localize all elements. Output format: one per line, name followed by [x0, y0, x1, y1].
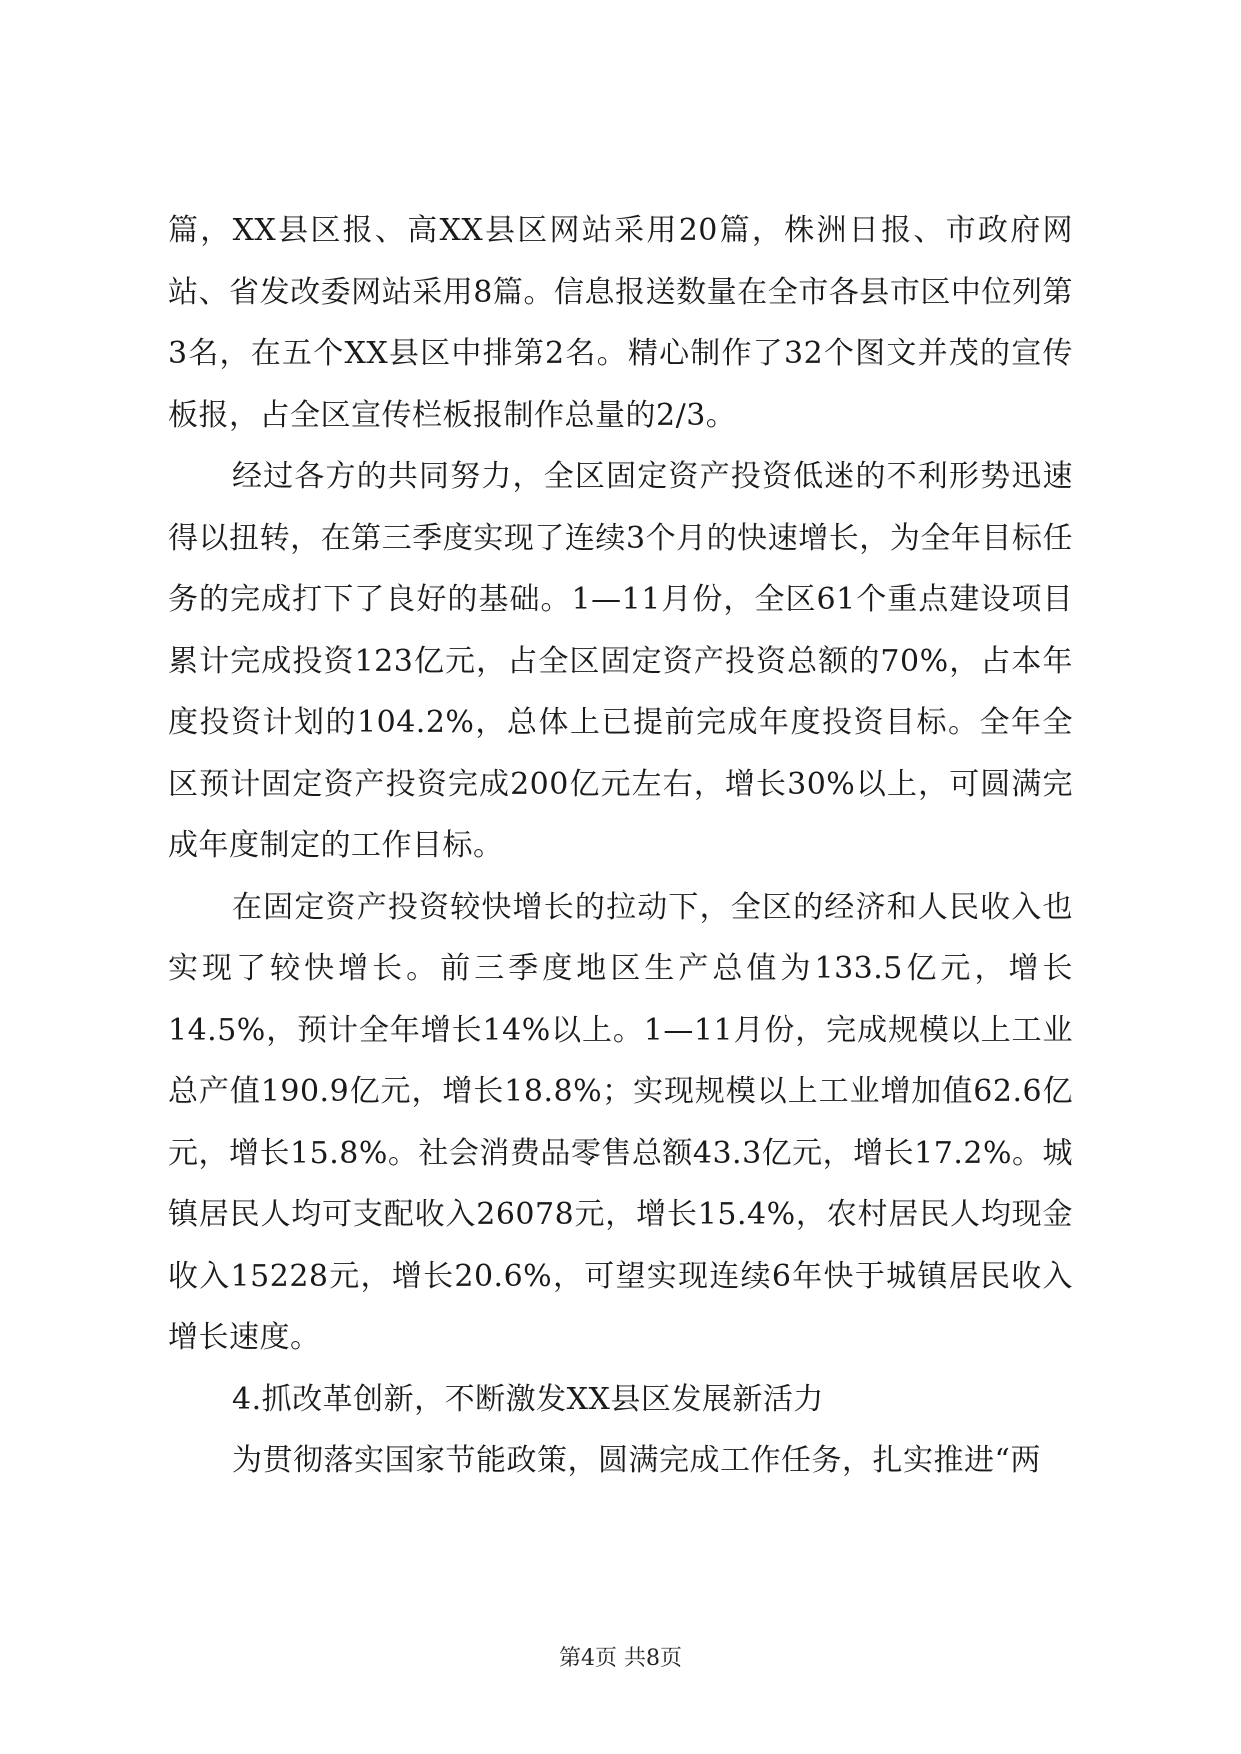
paragraph-energy-policy: 为贯彻落实国家节能政策，圆满完成工作任务，扎实推进“两	[232, 1443, 1041, 1478]
document-body	[168, 200, 1073, 1492]
page-footer: 第4页 共8页	[559, 1646, 682, 1671]
paragraph-investment: 经过各方的共同努力，全区固定资产投资低迷的不利形势迅速得以扭转，在第三季度实现了连续3个月的快速增长，为全年目标任务的完成打下了良好的基础。1—11月份，全区61个重点建设项目累计完成投资123亿元，占全区固定资产投资总额的70%，占本年度投资计划的104.2%，总体上已提前完成年度投资目标。全年全区预计固定资产投资完成200亿元左右，增长30%以上，可圆满完成年度制定的工作目标。	[168, 459, 1073, 863]
section-heading-reform: 4.抓改革创新，不断激发XX县区发展新活力	[232, 1381, 824, 1417]
paragraph-continuation: 篇，XX县区报、高XX县区网站采用20篇，株洲日报、市政府网站、省发改委网站采用8篇。信息报送数量在全市各县市区中位列第3名，在五个XX县区中排第2名。精心制作了32个图文并茂的宣传板报，占全区宣传栏板报制作总量的2/3。	[168, 213, 1073, 433]
paragraph-economy-income: 在固定资产投资较快增长的拉动下，全区的经济和人民收入也实现了较快增长。前三季度地区生产总值为133.5亿元，增长14.5%，预计全年增长14%以上。1—11月份，完成规模以上工业总产值190.9亿元，增长18.8%；实现规模以上工业增加值62.6亿元，增长15.8%。社会消费品零售总额43.3亿元，增长17.2%。城镇居民人均可支配收入26078元，增长15.4%，农村居民人均现金收入15228元，增长20.6%，可望实现连续6年快于城镇居民收入增长速度。	[168, 889, 1073, 1355]
